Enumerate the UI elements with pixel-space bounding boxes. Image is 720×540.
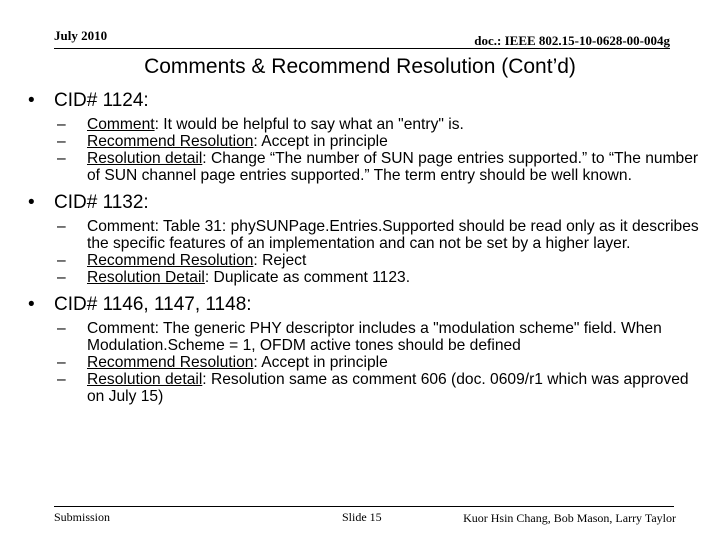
detail-text: : Accept in principle bbox=[253, 133, 388, 150]
dash: – bbox=[57, 371, 66, 388]
detail-term: Recommend Resolution bbox=[87, 133, 254, 150]
footer-slide-number: Slide 15 bbox=[342, 510, 382, 524]
detail-term: Resolution detail bbox=[87, 371, 203, 388]
dash: – bbox=[57, 218, 66, 235]
bullet: • bbox=[28, 192, 35, 213]
cid-details bbox=[28, 320, 704, 405]
detail-term: Recommend Resolution bbox=[87, 354, 254, 371]
dash: – bbox=[57, 354, 66, 371]
bullet: • bbox=[28, 90, 35, 111]
detail-line bbox=[57, 116, 704, 133]
detail-term: Resolution detail bbox=[87, 150, 203, 167]
footer-rule bbox=[54, 506, 674, 507]
footer-submission: Submission bbox=[54, 510, 111, 524]
cid-details bbox=[28, 218, 704, 286]
detail-text: : Accept in principle bbox=[253, 354, 388, 371]
dash: – bbox=[57, 150, 66, 167]
header-rule bbox=[54, 48, 670, 49]
dash: – bbox=[57, 116, 66, 133]
cid-label: CID# 1132: bbox=[54, 192, 149, 213]
slide-content bbox=[28, 82, 704, 410]
detail-line bbox=[57, 150, 704, 184]
detail-line bbox=[57, 320, 704, 354]
detail-text: Comment: Table 31: phySUNPage.Entries.Supported should be read only as it describes the specific features of an implementation and can not be set by a higher layer. bbox=[87, 218, 699, 252]
detail-text: : Reject bbox=[253, 252, 307, 269]
detail-line bbox=[57, 252, 704, 269]
detail-text: : Duplicate as comment 1123. bbox=[204, 269, 411, 286]
cid-label: CID# 1124: bbox=[54, 90, 149, 111]
footer-authors: Kuor Hsin Chang, Bob Mason, Larry Taylor bbox=[463, 511, 676, 525]
detail-term: Comment bbox=[87, 116, 155, 133]
cid-item bbox=[28, 89, 704, 112]
detail-text: Comment: The generic PHY descriptor includes a "modulation scheme" field. When Modulation.Scheme = 1, OFDM active tones should be defined bbox=[87, 320, 662, 354]
detail-text: : Change “The number of SUN page entries supported.” to “The number of SUN channel page entries supported.” The term entry should be well known. bbox=[87, 150, 699, 184]
detail-term: Resolution Detail bbox=[87, 269, 205, 286]
detail-line bbox=[57, 218, 704, 252]
cid-item bbox=[28, 293, 704, 316]
cid-label: CID# 1146, 1147, 1148: bbox=[54, 294, 252, 315]
dash: – bbox=[57, 252, 66, 269]
dash: – bbox=[57, 320, 66, 337]
bullet: • bbox=[28, 294, 35, 315]
detail-line bbox=[57, 371, 704, 405]
dash: – bbox=[57, 133, 66, 150]
detail-term: Recommend Resolution bbox=[87, 252, 254, 269]
cid-details bbox=[28, 116, 704, 184]
detail-text: : It would be helpful to say what an "entry" is. bbox=[154, 116, 464, 133]
detail-line bbox=[57, 133, 704, 150]
dash: – bbox=[57, 269, 66, 286]
header-date: July 2010 bbox=[54, 28, 108, 43]
detail-line bbox=[57, 354, 704, 371]
slide-title: Comments & Recommend Resolution (Cont’d) bbox=[144, 55, 576, 78]
detail-text: : Resolution same as comment 606 (doc. 0609/r1 which was approved on July 15) bbox=[87, 371, 689, 405]
detail-line bbox=[57, 269, 704, 286]
cid-item bbox=[28, 191, 704, 214]
header-doc-id: doc.: IEEE 802.15-10-0628-00-004g bbox=[474, 33, 670, 48]
